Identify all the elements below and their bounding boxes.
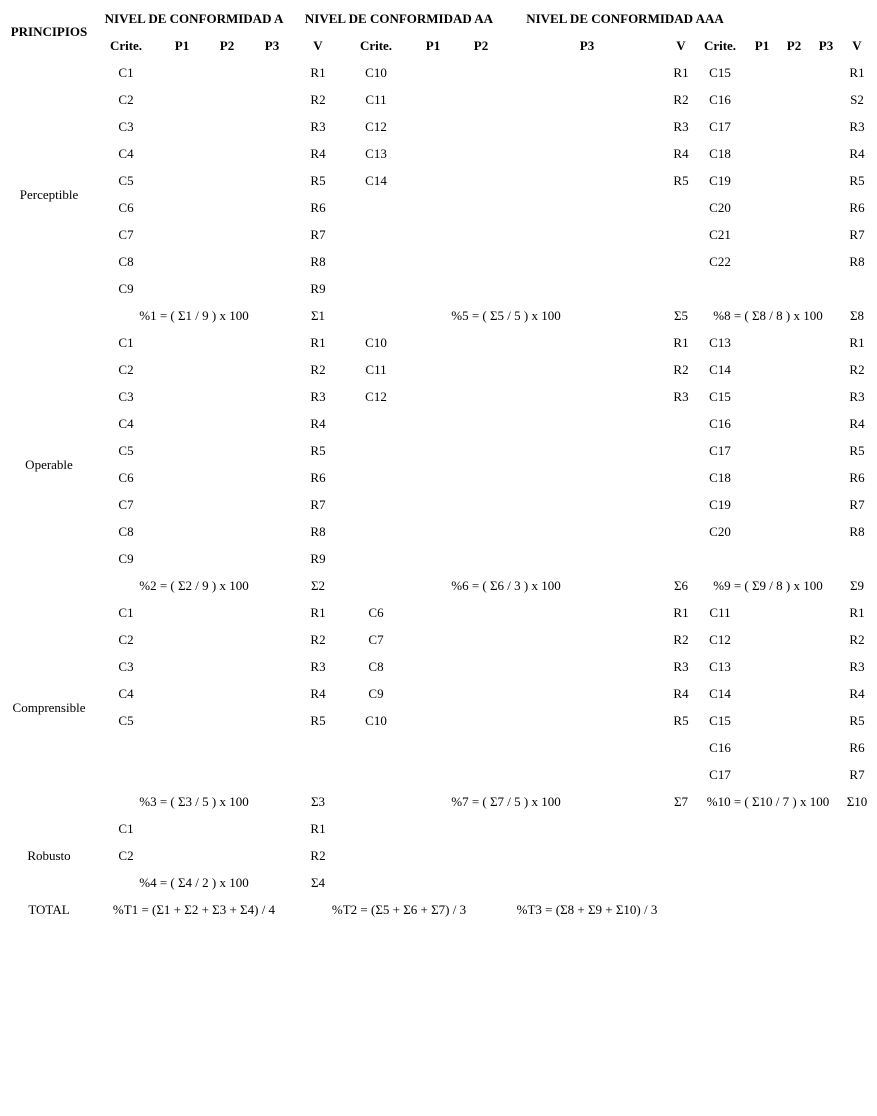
value-cell: R8 [849,254,865,269]
sum-aa: Σ6 [673,578,689,593]
principle-label: Comprensible [12,699,86,715]
criterion-cell: C5 [118,713,134,728]
formula-aa: %5 = ( Σ5 / 5 ) x 100 [451,308,561,323]
criterion-cell: C5 [118,443,134,458]
value-cell: R1 [310,335,326,350]
formula-aaa: %9 = ( Σ9 / 8 ) x 100 [713,578,823,593]
value-cell: R2 [849,632,865,647]
criterion-cell: C12 [365,119,387,134]
value-cell: R3 [310,119,326,134]
criterion-cell: C1 [118,605,134,620]
total-formula-aaa: %T3 = (Σ8 + Σ9 + Σ10) / 3 [516,902,658,917]
criterion-cell: C20 [709,200,731,215]
value-cell: R3 [849,119,865,134]
value-cell: R1 [673,605,689,620]
value-cell: R3 [849,659,865,674]
criterion-cell: C6 [118,200,134,215]
value-cell: R4 [673,146,689,161]
formula-aaa: %8 = ( Σ8 / 8 ) x 100 [713,308,823,323]
col-header-crite-aaa: Crite. [703,38,737,53]
value-cell: R8 [310,524,326,539]
col-header-v-a: V [313,38,323,53]
value-cell: R2 [673,362,689,377]
formula-a: %4 = ( Σ4 / 2 ) x 100 [139,875,249,890]
header-principios: PRINCIPIOS [10,24,88,39]
formula-aaa: %10 = ( Σ10 / 7 ) x 100 [706,794,830,809]
criterion-cell: C17 [709,443,731,458]
value-cell: R4 [310,686,326,701]
total-formula-a: %T1 = (Σ1 + Σ2 + Σ3 + Σ4) / 4 [112,902,276,917]
col-header-p3-aa: P3 [579,38,595,53]
criterion-cell: C11 [709,605,731,620]
value-cell: R2 [673,632,689,647]
col-header-v-aaa: V [852,38,862,53]
formula-aa: %6 = ( Σ6 / 3 ) x 100 [451,578,561,593]
criterion-cell: C2 [118,848,134,863]
value-cell: R8 [310,254,326,269]
criterion-cell: C9 [368,686,384,701]
criterion-cell: C14 [709,362,731,377]
criterion-cell: C7 [118,497,134,512]
value-cell: R1 [849,335,865,350]
criterion-cell: C19 [709,497,731,512]
value-cell: R6 [849,200,865,215]
criterion-cell: C17 [709,119,731,134]
value-cell: R1 [310,821,326,836]
value-cell: R5 [849,713,865,728]
criterion-cell: C6 [118,470,134,485]
criterion-cell: C17 [709,767,731,782]
value-cell: R2 [310,632,326,647]
formula-a: %2 = ( Σ2 / 9 ) x 100 [139,578,249,593]
total-formula-aa: %T2 = (Σ5 + Σ6 + Σ7) / 3 [331,902,467,917]
value-cell: R9 [310,281,326,296]
criterion-cell: C1 [118,335,134,350]
criterion-cell: C13 [365,146,387,161]
criterion-cell: C15 [709,389,731,404]
value-cell: R2 [310,92,326,107]
value-cell: R8 [849,524,865,539]
value-cell: R5 [673,713,689,728]
criterion-cell: C11 [365,362,387,377]
sum-a: Σ3 [310,794,326,809]
criterion-cell: C22 [709,254,731,269]
criterion-cell: C4 [118,146,134,161]
criterion-cell: C20 [709,524,731,539]
header-level-aaa: NIVEL DE CONFORMIDAD AAA [526,11,724,26]
col-header-p1-aaa: P1 [754,38,770,53]
value-cell: R4 [673,686,689,701]
col-header-p1-a: P1 [174,38,190,53]
criterion-cell: C9 [118,551,134,566]
criterion-cell: C13 [709,335,731,350]
criterion-cell: C15 [709,65,731,80]
criterion-cell: C6 [368,605,384,620]
value-cell: R6 [849,470,865,485]
criterion-cell: C4 [118,416,134,431]
value-cell: R5 [673,173,689,188]
criterion-cell: C1 [118,65,134,80]
value-cell: R1 [849,65,865,80]
criterion-cell: C3 [118,119,134,134]
value-cell: R4 [310,416,326,431]
criterion-cell: C10 [365,65,387,80]
col-header-p3-a: P3 [264,38,280,53]
criterion-cell: C5 [118,173,134,188]
value-cell: R7 [849,227,865,242]
value-cell: R1 [673,65,689,80]
value-cell: R7 [310,227,326,242]
value-cell: R2 [310,362,326,377]
col-header-p2-a: P2 [219,38,235,53]
value-cell: R5 [310,443,326,458]
col-header-crite-aa: Crite. [359,38,393,53]
value-cell: R7 [849,767,865,782]
col-header-v-aa: V [676,38,686,53]
value-cell: R3 [849,389,865,404]
criterion-cell: C8 [118,524,134,539]
col-header-crite-a: Crite. [109,38,143,53]
principle-label: Operable [25,456,73,472]
criterion-cell: C3 [118,659,134,674]
criterion-cell: C2 [118,632,134,647]
header-level-a: NIVEL DE CONFORMIDAD A [104,11,284,26]
criterion-cell: C8 [368,659,384,674]
sum-aaa: Σ8 [849,308,865,323]
sum-aa: Σ7 [673,794,689,809]
criterion-cell: C21 [709,227,731,242]
criterion-cell: C11 [365,92,387,107]
sum-aaa: Σ10 [846,794,868,809]
sum-a: Σ1 [310,308,326,323]
criterion-cell: C19 [709,173,731,188]
criterion-cell: C7 [118,227,134,242]
formula-aa: %7 = ( Σ7 / 5 ) x 100 [451,794,561,809]
criterion-cell: C2 [118,92,134,107]
criterion-cell: C13 [709,659,731,674]
criterion-cell: C16 [709,416,731,431]
formula-a: %1 = ( Σ1 / 9 ) x 100 [139,308,249,323]
criterion-cell: C16 [709,92,731,107]
value-cell: S2 [850,92,864,107]
value-cell: R7 [849,497,865,512]
col-header-p3-aaa: P3 [818,38,834,53]
value-cell: R5 [310,713,326,728]
criterion-cell: C12 [709,632,731,647]
value-cell: R2 [849,362,865,377]
criterion-cell: C10 [365,713,387,728]
criterion-cell: C4 [118,686,134,701]
criterion-cell: C15 [709,713,731,728]
value-cell: R2 [673,92,689,107]
value-cell: R6 [310,200,326,215]
criterion-cell: C18 [709,470,731,485]
criterion-cell: C14 [709,686,731,701]
total-label: TOTAL [28,902,70,917]
value-cell: R6 [849,740,865,755]
criterion-cell: C9 [118,281,134,296]
principle-label: Robusto [27,848,71,863]
value-cell: R9 [310,551,326,566]
criterion-cell: C2 [118,362,134,377]
sum-aaa: Σ9 [849,578,865,593]
criterion-cell: C16 [709,740,731,755]
header-level-aa: NIVEL DE CONFORMIDAD AA [304,11,494,26]
criterion-cell: C10 [365,335,387,350]
criterion-cell: C3 [118,389,134,404]
value-cell: R1 [310,65,326,80]
criterion-cell: C8 [118,254,134,269]
criterion-cell: C12 [365,389,387,404]
value-cell: R4 [310,146,326,161]
value-cell: R7 [310,497,326,512]
col-header-p1-aa: P1 [425,38,441,53]
value-cell: R3 [673,119,689,134]
value-cell: R3 [673,389,689,404]
value-cell: R1 [310,605,326,620]
value-cell: R4 [849,686,865,701]
value-cell: R5 [310,173,326,188]
col-header-p2-aaa: P2 [786,38,802,53]
sum-a: Σ4 [310,875,326,890]
value-cell: R3 [310,389,326,404]
sum-a: Σ2 [310,578,326,593]
value-cell: R4 [849,416,865,431]
value-cell: R3 [673,659,689,674]
value-cell: R2 [310,848,326,863]
value-cell: R4 [849,146,865,161]
criterion-cell: C18 [709,146,731,161]
value-cell: R1 [849,605,865,620]
criterion-cell: C7 [368,632,384,647]
formula-a: %3 = ( Σ3 / 5 ) x 100 [139,794,249,809]
criterion-cell: C14 [365,173,387,188]
value-cell: R3 [310,659,326,674]
criterion-cell: C1 [118,821,134,836]
principle-label: Perceptible [19,186,79,202]
value-cell: R6 [310,470,326,485]
value-cell: R5 [849,173,865,188]
value-cell: R1 [673,335,689,350]
value-cell: R5 [849,443,865,458]
col-header-p2-aa: P2 [473,38,489,53]
sum-aa: Σ5 [673,308,689,323]
